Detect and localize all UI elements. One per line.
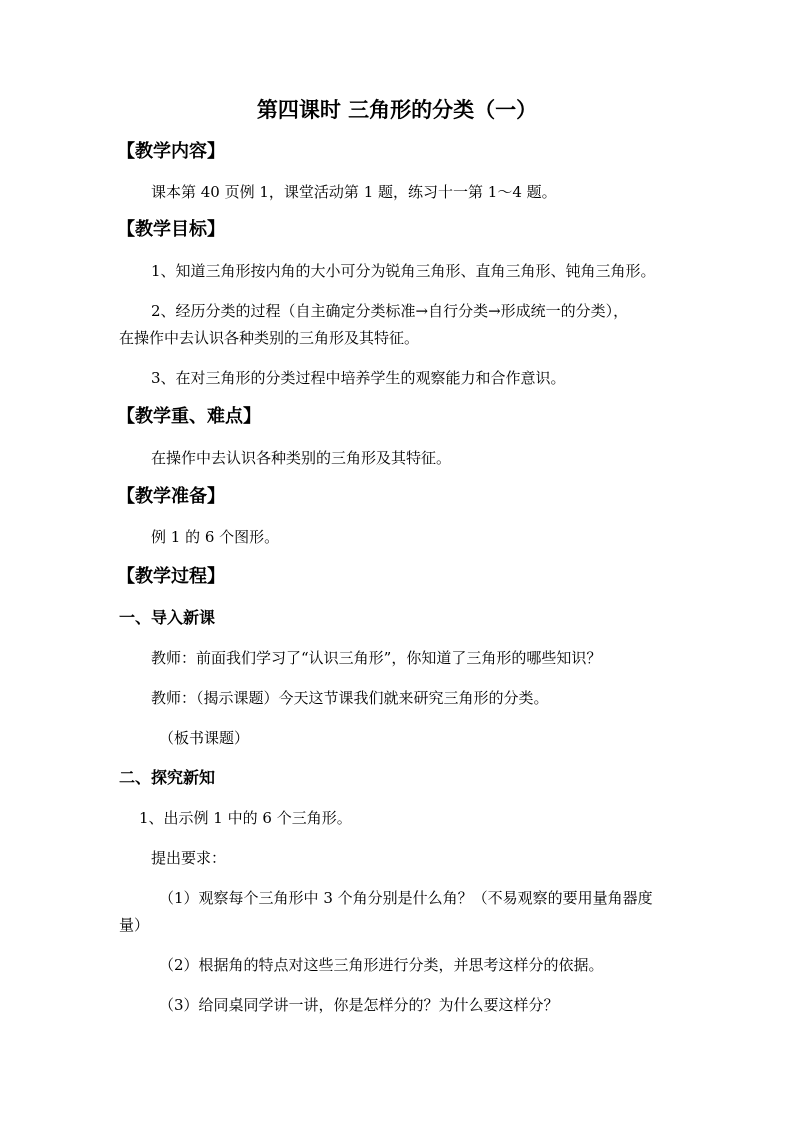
goal-item-1: 1、知道三角形按内角的大小可分为锐角三角形、直角三角形、钝角三角形。	[151, 262, 656, 280]
process-question-1-line-2: 量）	[119, 916, 150, 934]
section-heading-process: 【教学过程】	[117, 566, 225, 587]
page-title: 第四课时 三角形的分类（一）	[256, 97, 538, 122]
goal-item-2-line-1: 2、经历分类的过程（自主确定分类标准→自行分类→形成统一的分类），	[151, 302, 629, 320]
section-heading-goals: 【教学目标】	[117, 219, 225, 240]
process-request: 提出要求：	[151, 849, 227, 867]
process-question-2: （2）根据角的特点对这些三角形进行分类，并思考这样分的依据。	[159, 956, 604, 974]
goal-item-3: 3、在对三角形的分类过程中培养学生的观察能力和合作意识。	[151, 369, 566, 387]
process-step-1: 1、出示例 1 中的 6 个三角形。	[139, 809, 352, 827]
key-points-text: 在操作中去认识各种类别的三角形及其特征。	[151, 449, 452, 467]
section-heading-key-points: 【教学重、难点】	[117, 406, 261, 427]
process-part-1-line-3: （板书课题）	[159, 729, 250, 747]
content-text: 课本第 40 页例 1，课堂活动第 1 题，练习十一第 1～4 题。	[151, 183, 557, 201]
section-heading-preparation: 【教学准备】	[117, 486, 225, 507]
process-question-1-line-1: （1）观察每个三角形中 3 个角分别是什么角？（不易观察的要用量角器度	[159, 889, 653, 907]
preparation-text: 例 1 的 6 个图形。	[151, 528, 280, 546]
process-part-1-title: 一、导入新课	[119, 608, 216, 627]
process-question-3: （3）给同桌同学讲一讲，你是怎样分的？为什么要这样分？	[159, 996, 559, 1014]
process-part-1-line-2: 教师：（揭示课题）今天这节课我们就来研究三角形的分类。	[151, 689, 549, 707]
goal-item-2-line-2: 在操作中去认识各种类别的三角形及其特征。	[119, 329, 420, 347]
section-heading-content: 【教学内容】	[117, 141, 225, 162]
process-part-2-title: 二、探究新知	[119, 768, 216, 787]
process-part-1-line-1: 教师：前面我们学习了“认识三角形”，你知道了三角形的哪些知识？	[151, 649, 602, 667]
